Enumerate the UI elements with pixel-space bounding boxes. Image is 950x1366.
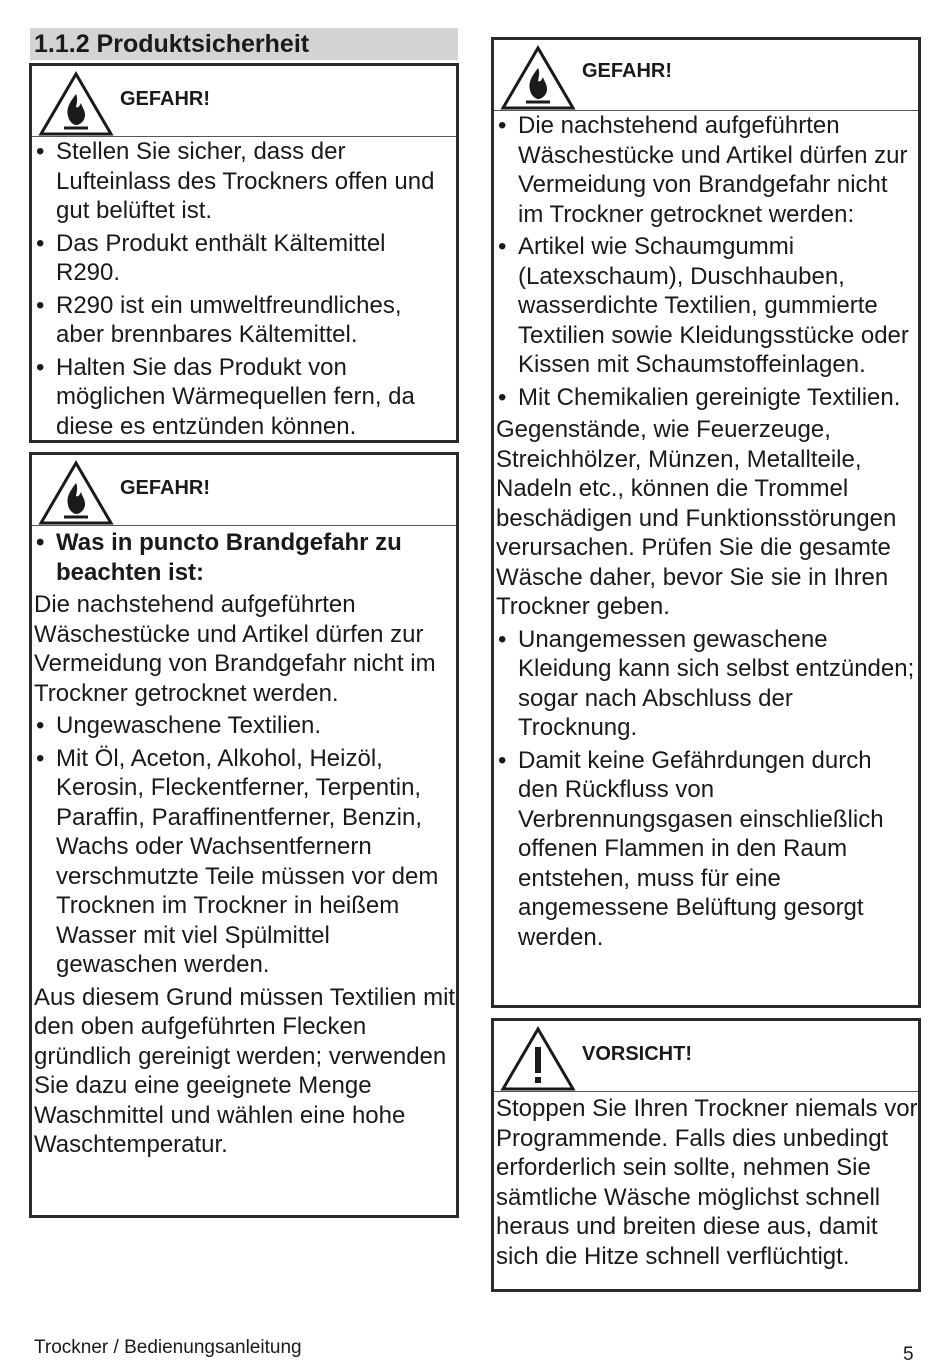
- paragraph: Gegenstände, wie Feuerzeuge, Streichhölzer, Münzen, Metallteile, Nadeln etc., können die Trommel beschädigen und Funktionsstörungen verursachen. Prüfen Sie die gesamte Wäsche daher, bevor Sie sie in Ihren Trockner geben.: [496, 416, 897, 620]
- flammable-warning-icon: [38, 459, 114, 527]
- danger-label: GEFAHR!: [120, 88, 210, 110]
- danger-box-refrigerant: [29, 63, 459, 443]
- box-header: [32, 455, 456, 526]
- caution-label: VORSICHT!: [582, 1043, 692, 1065]
- danger-label: GEFAHR!: [120, 477, 210, 499]
- flammable-warning-icon: [38, 70, 114, 138]
- list-item: • Halten Sie das Produkt von möglichen Wärmequellen fern, da diese es entzünden können.: [34, 353, 456, 442]
- flammable-warning-icon: [500, 44, 576, 112]
- exclamation-warning-icon: [500, 1025, 576, 1093]
- list-item: • Mit Öl, Aceton, Alkohol, Heizöl, Kerosin, Fleckentferner, Terpentin, Paraffin, Paraffinentferner, Benzin, Wachs oder Wachsentfernern verschmutzte Teile müssen vor dem Trocknen im Trockner in heißem Wasser mit viel Spülmittel gewaschen werden.: [34, 744, 456, 980]
- paragraph: Stoppen Sie Ihren Trockner niemals vor Programmende. Falls dies unbedingt erforderlich sein sollte, nehmen Sie sämtliche Wäsche möglichst schnell heraus und breiten diese aus, damit sich die Hitze schnell verflüchtigt.: [496, 1095, 918, 1270]
- list-item: • Das Produkt enthält Kältemittel R290.: [34, 229, 456, 288]
- page-number: 5: [903, 1344, 914, 1365]
- list-item: • R290 ist ein umweltfreundliches, aber brennbares Kältemittel.: [34, 291, 456, 350]
- box-header: [494, 1021, 918, 1092]
- danger-box-fire-hazard: [29, 452, 459, 1218]
- box-header: [32, 66, 456, 137]
- caution-box: [491, 1018, 921, 1292]
- paragraph: Aus diesem Grund müssen Textilien mit den oben aufgeführten Flecken gründlich gereinigt werden; verwenden Sie dazu eine geeignete Menge Waschmittel und wählen eine hohe Waschtemperatur.: [34, 983, 456, 1158]
- danger-label: GEFAHR!: [582, 60, 672, 82]
- list-item: • Artikel wie Schaumgummi (Latexschaum), Duschhauben, wasserdichte Textilien, gummierte Textilien sowie Kleidungsstücke oder Kissen mit Schaumstoffeinlagen.: [496, 232, 918, 380]
- box-header: [494, 40, 918, 111]
- paragraph: Die nachstehend aufgeführten Wäschestücke und Artikel dürfen zur Vermeidung von Brandgefahr nicht im Trockner getrocknet werden.: [34, 591, 436, 707]
- list-item: • Damit keine Gefährdungen durch den Rückfluss von Verbrennungsgasen einschließlich offenen Flammen in den Raum entstehen, muss für eine angemessene Belüftung gesorgt werden.: [496, 746, 918, 953]
- list-item: • Ungewaschene Textilien.: [34, 711, 456, 741]
- danger-box-items: [491, 37, 921, 1008]
- footer-title: Trockner / Bedienungsanleitung: [34, 1337, 302, 1358]
- list-item: • Die nachstehend aufgeführten Wäschestücke und Artikel dürfen zur Vermeidung von Brandgefahr nicht im Trockner getrocknet werden:: [496, 111, 918, 229]
- list-heading: • Was in puncto Brandgefahr zu beachten ist:: [34, 528, 456, 587]
- list-item: • Mit Chemikalien gereinigte Textilien.: [496, 383, 918, 413]
- list-item: • Unangemessen gewaschene Kleidung kann sich selbst entzünden; sogar nach Abschluss der Trocknung.: [496, 625, 918, 743]
- list-item: • Stellen Sie sicher, dass der Lufteinlass des Trockners offen und gut belüftet ist.: [34, 137, 456, 226]
- section-title: 1.1.2 Produktsicherheit: [30, 28, 458, 60]
